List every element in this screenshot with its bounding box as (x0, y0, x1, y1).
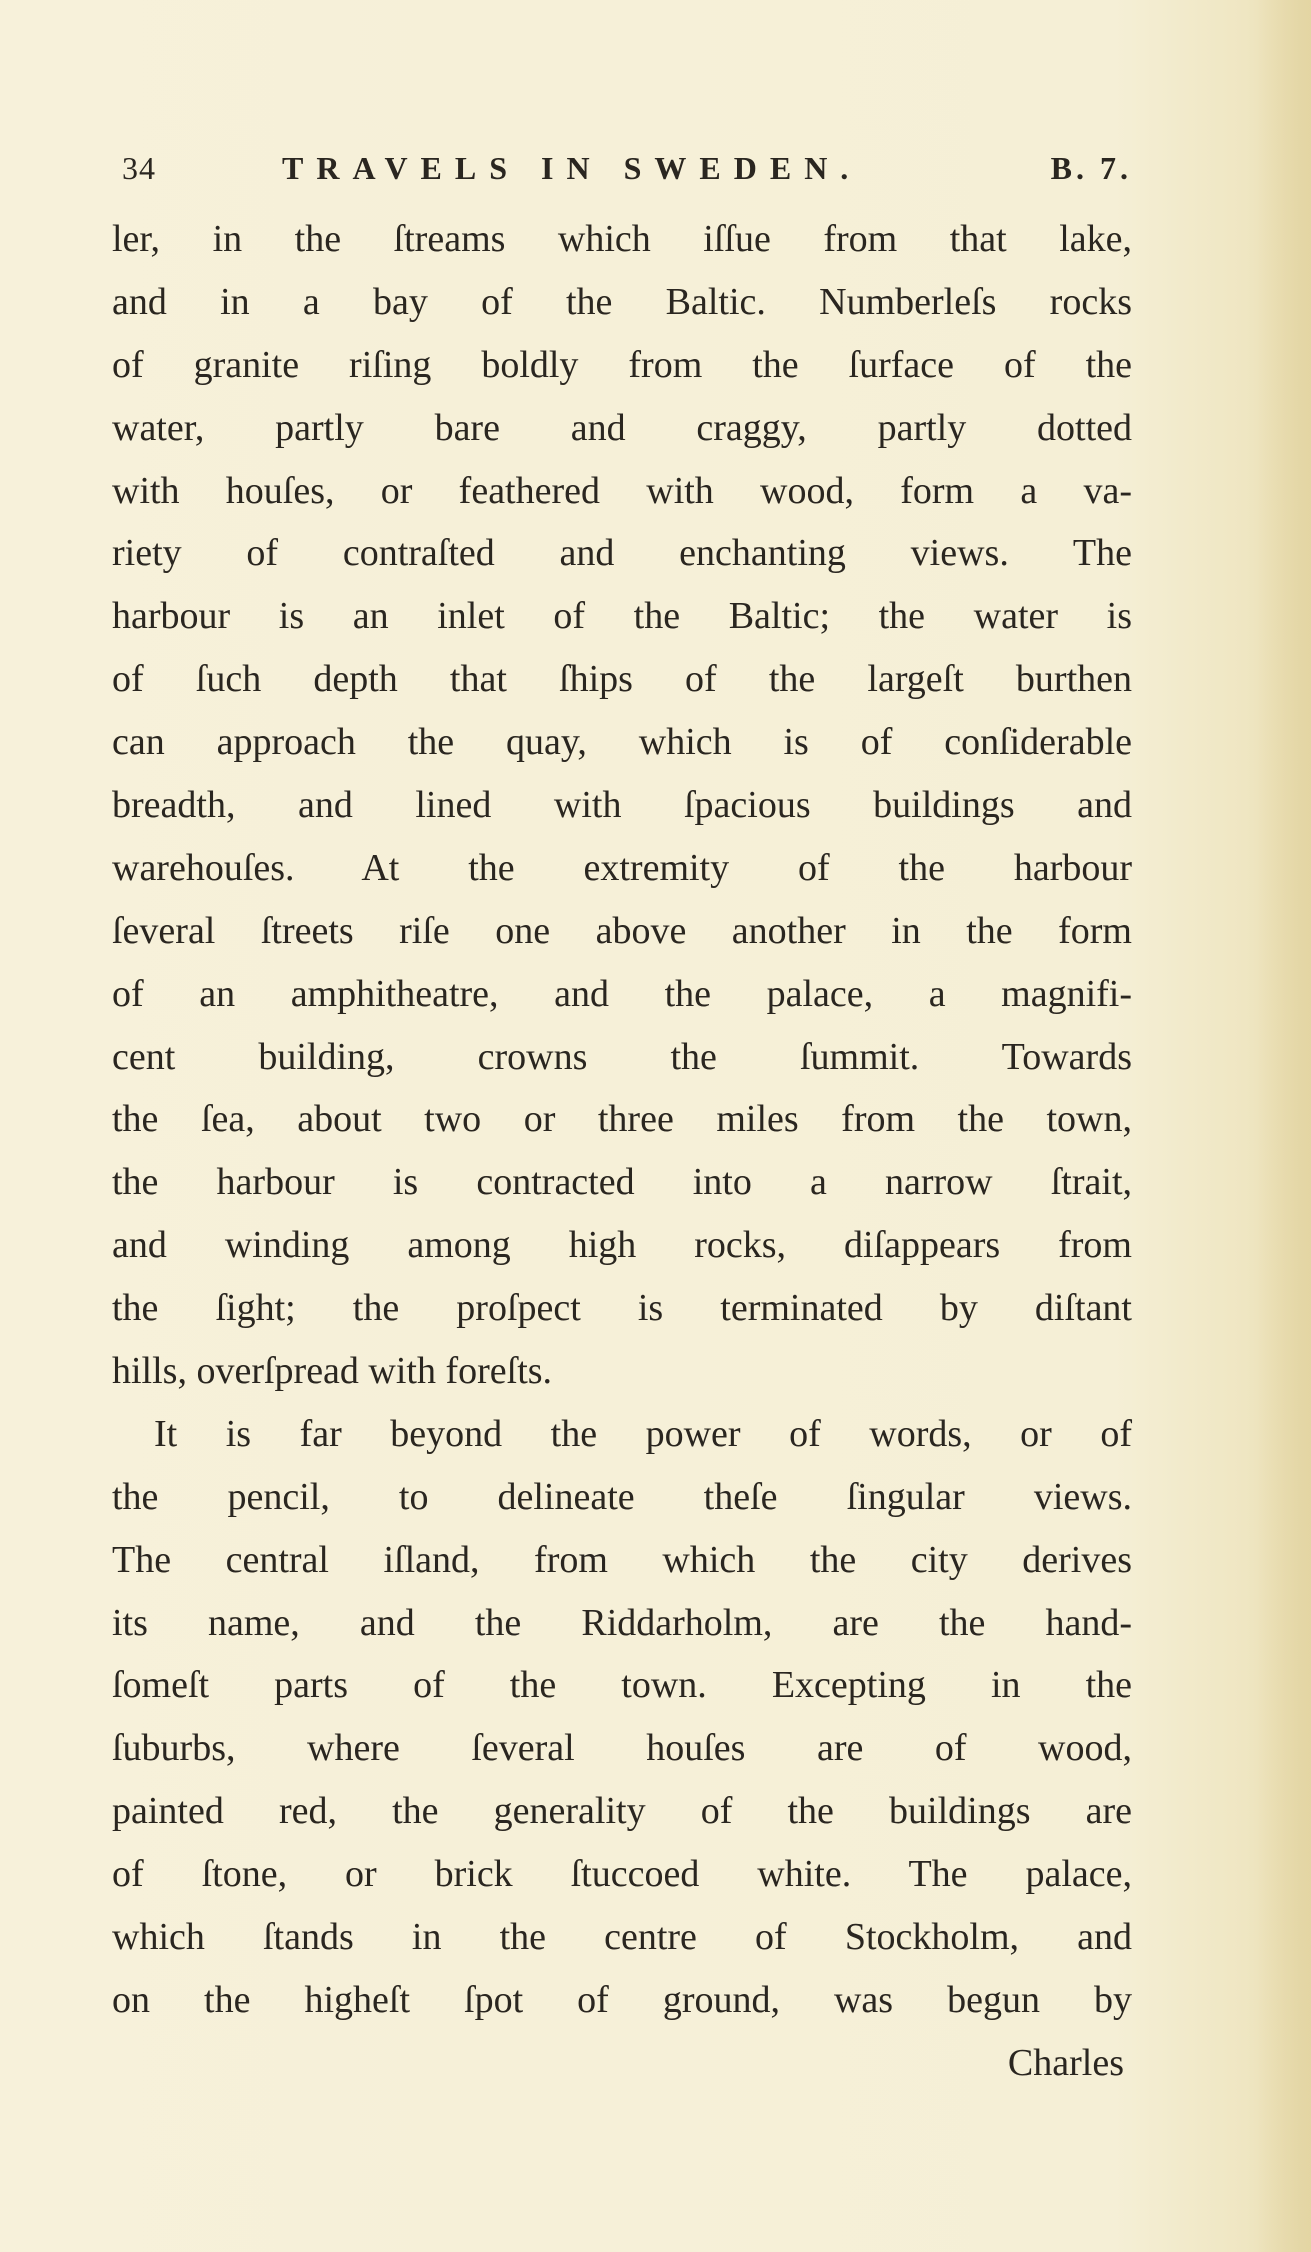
text-line: can approach the quay, which is of conſiderable (112, 721, 1132, 764)
text-line: ſeveral ſtreets riſe one above another in the form (112, 909, 1132, 952)
text-line: ſomeſt parts of the town. Excepting in the (112, 1664, 1132, 1707)
text-line: riety of contraſted and enchanting views. The (112, 532, 1132, 575)
text-line: of an amphitheatre, and the palace, a magnifi- (112, 972, 1132, 1015)
chapter-marker: B. 7. (1050, 150, 1132, 186)
text-line: harbour is an inlet of the Baltic; the water is (112, 595, 1132, 638)
text-line: hills, overſpread with foreſts. (112, 1350, 553, 1393)
page-number: 34 (122, 150, 156, 186)
text-line: and winding among high rocks, diſappears from (112, 1224, 1132, 1267)
running-title: TRAVELS IN SWEDEN. (282, 150, 862, 186)
text-line: the ſight; the proſpect is terminated by diſtant (112, 1287, 1132, 1330)
text-line: cent building, crowns the ſummit. Towards (112, 1035, 1132, 1078)
body-text (112, 208, 1132, 2095)
text-line: the ſea, about two or three miles from the town, (112, 1098, 1132, 1141)
text-line: which ſtands in the centre of Stockholm, and (112, 1916, 1132, 1959)
text-line: of ſuch depth that ſhips of the largeſt burthen (112, 658, 1132, 701)
page-edge-shadow (1256, 0, 1311, 2252)
text-line: and in a bay of the Baltic. Numberleſs rocks (112, 280, 1132, 323)
text-line: The central iſland, from which the city derives (112, 1538, 1132, 1581)
text-line: ſuburbs, where ſeveral houſes are of wood, (112, 1727, 1132, 1770)
text-line: ler, in the ſtreams which iſſue from that lake, (112, 218, 1132, 260)
text-line: painted red, the generality of the buildings are (112, 1790, 1132, 1833)
text-line: the pencil, to delineate theſe ſingular views. (112, 1475, 1132, 1518)
text-line: water, partly bare and craggy, partly dotted (112, 406, 1132, 449)
text-line: breadth, and lined with ſpacious buildings and (112, 784, 1132, 827)
text-line: its name, and the Riddarholm, are the hand- (112, 1601, 1132, 1644)
text-line: with houſes, or feathered with wood, form a va- (112, 469, 1132, 512)
text-line: warehouſes. At the extremity of the harbour (112, 846, 1132, 889)
catchword: Charles (1007, 2041, 1124, 2084)
text-line: the harbour is contracted into a narrow ſtrait, (112, 1161, 1132, 1204)
text-line: of ſtone, or brick ſtuccoed white. The palace, (112, 1853, 1132, 1896)
text-line: It is far beyond the power of words, or of (154, 1412, 1132, 1455)
text-line: on the higheſt ſpot of ground, was begun by (112, 1978, 1132, 2021)
page-header (122, 138, 1132, 198)
text-line: of granite riſing boldly from the ſurface of the (112, 343, 1132, 386)
